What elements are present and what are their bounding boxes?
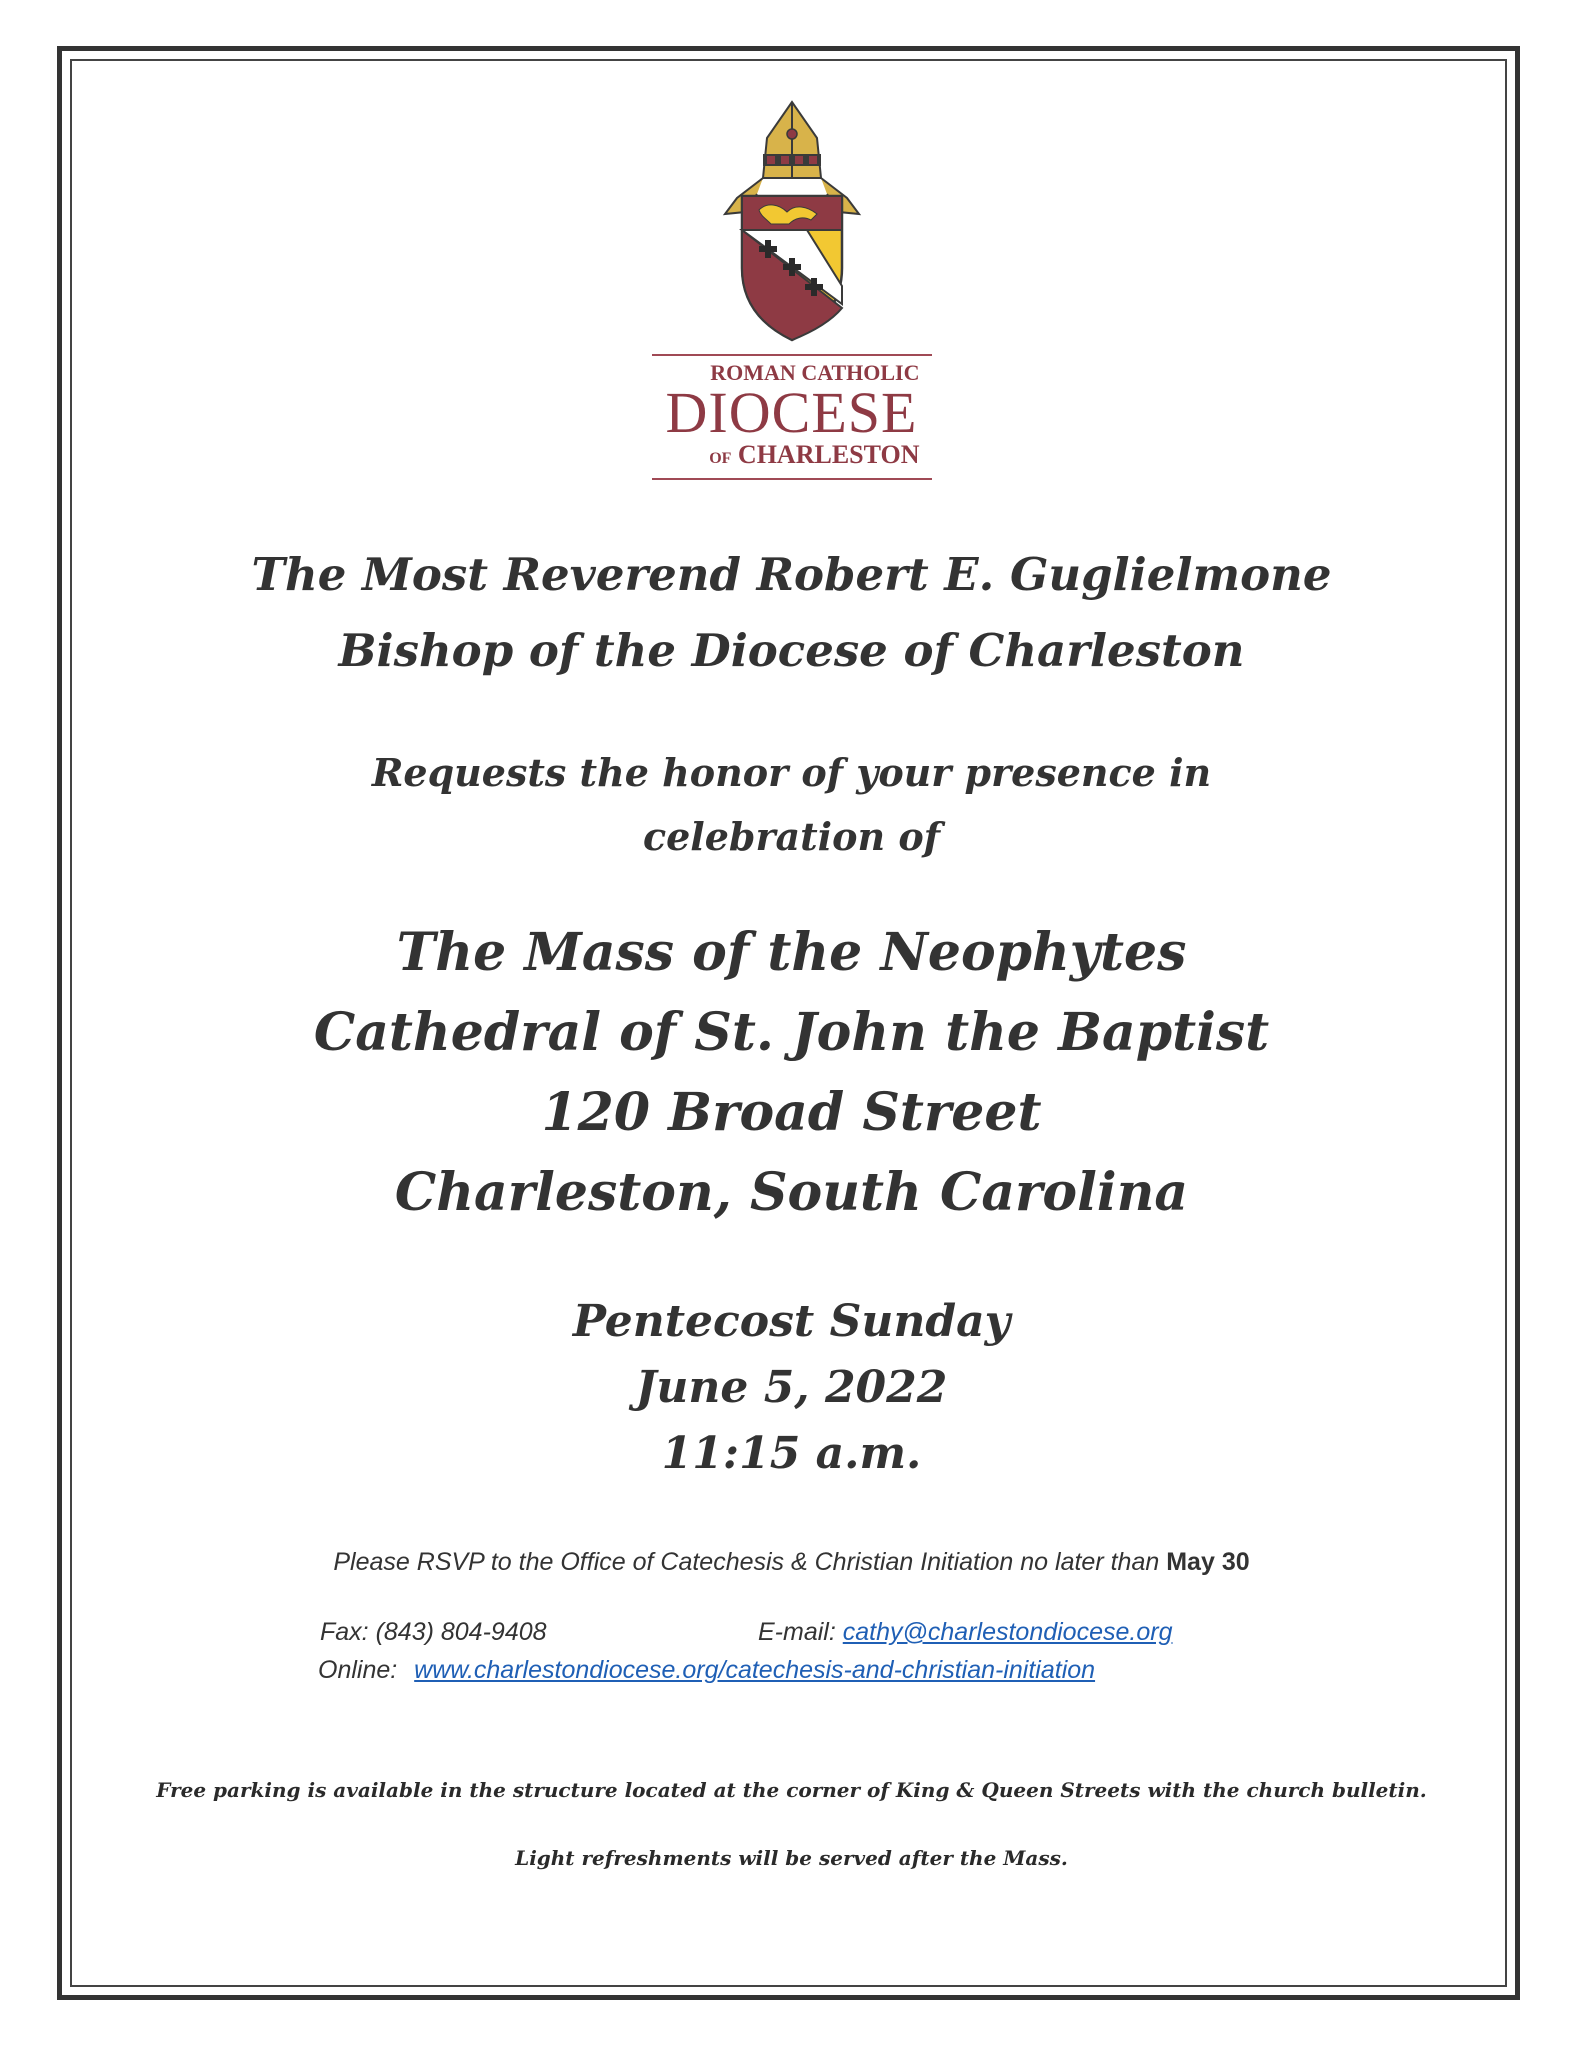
email-line [758,1618,1172,1647]
wordmark-bottom-rule [652,478,932,480]
event-street: 120 Broad Street [541,1082,1042,1143]
event-time: 11:15 a.m. [661,1428,922,1479]
event-venue: Cathedral of St. John the Baptist [313,1002,1270,1063]
online-link[interactable]: www.charlestondiocese.org/catechesis-and-christian-initiation [414,1656,1096,1684]
event-date: June 5, 2022 [635,1362,948,1413]
refreshments-note: Light refreshments will be served after the Mass. [515,1846,1068,1870]
request-line2: celebration of [642,814,941,859]
wordmark-of: OF [709,450,732,467]
rsvp-deadline: May 30 [1166,1548,1250,1576]
request-line1: Requests the honor of your presence in [371,750,1212,795]
event-day: Pentecost Sunday [572,1296,1011,1347]
online-line [318,1656,1095,1685]
wordmark-line1: ROMAN CATHOLIC [710,360,920,385]
event-city: Charleston, South Carolina [394,1162,1189,1223]
diocese-logo [0,98,1583,480]
host-title: Bishop of the Diocese of Charleston [338,624,1245,677]
email-link[interactable]: cathy@charlestondiocese.org [842,1618,1173,1646]
online-label: Online: [318,1656,398,1684]
rsvp-text: Please RSVP to the Office of Catechesis & Christian Initiation no later than [333,1548,1160,1576]
rsvp-line [0,1548,1583,1577]
event-name: The Mass of the Neophytes [396,922,1187,983]
fax-number: Fax: (843) 804-9408 [320,1618,547,1646]
wordmark-top-rule [652,354,932,356]
parking-note: Free parking is available in the structure located at the corner of King & Queen Streets with the church bulletin. [156,1778,1427,1802]
email-label: E-mail: [758,1618,836,1646]
wordmark-line2: DIOCESE [665,380,918,445]
wordmark-line3 [652,440,932,474]
diocese-wordmark [652,354,932,480]
coat-of-arms-icon [707,98,877,348]
host-name: The Most Reverend Robert E. Guglielmone [251,548,1332,601]
wordmark-charleston: CHARLESTON [737,440,920,469]
